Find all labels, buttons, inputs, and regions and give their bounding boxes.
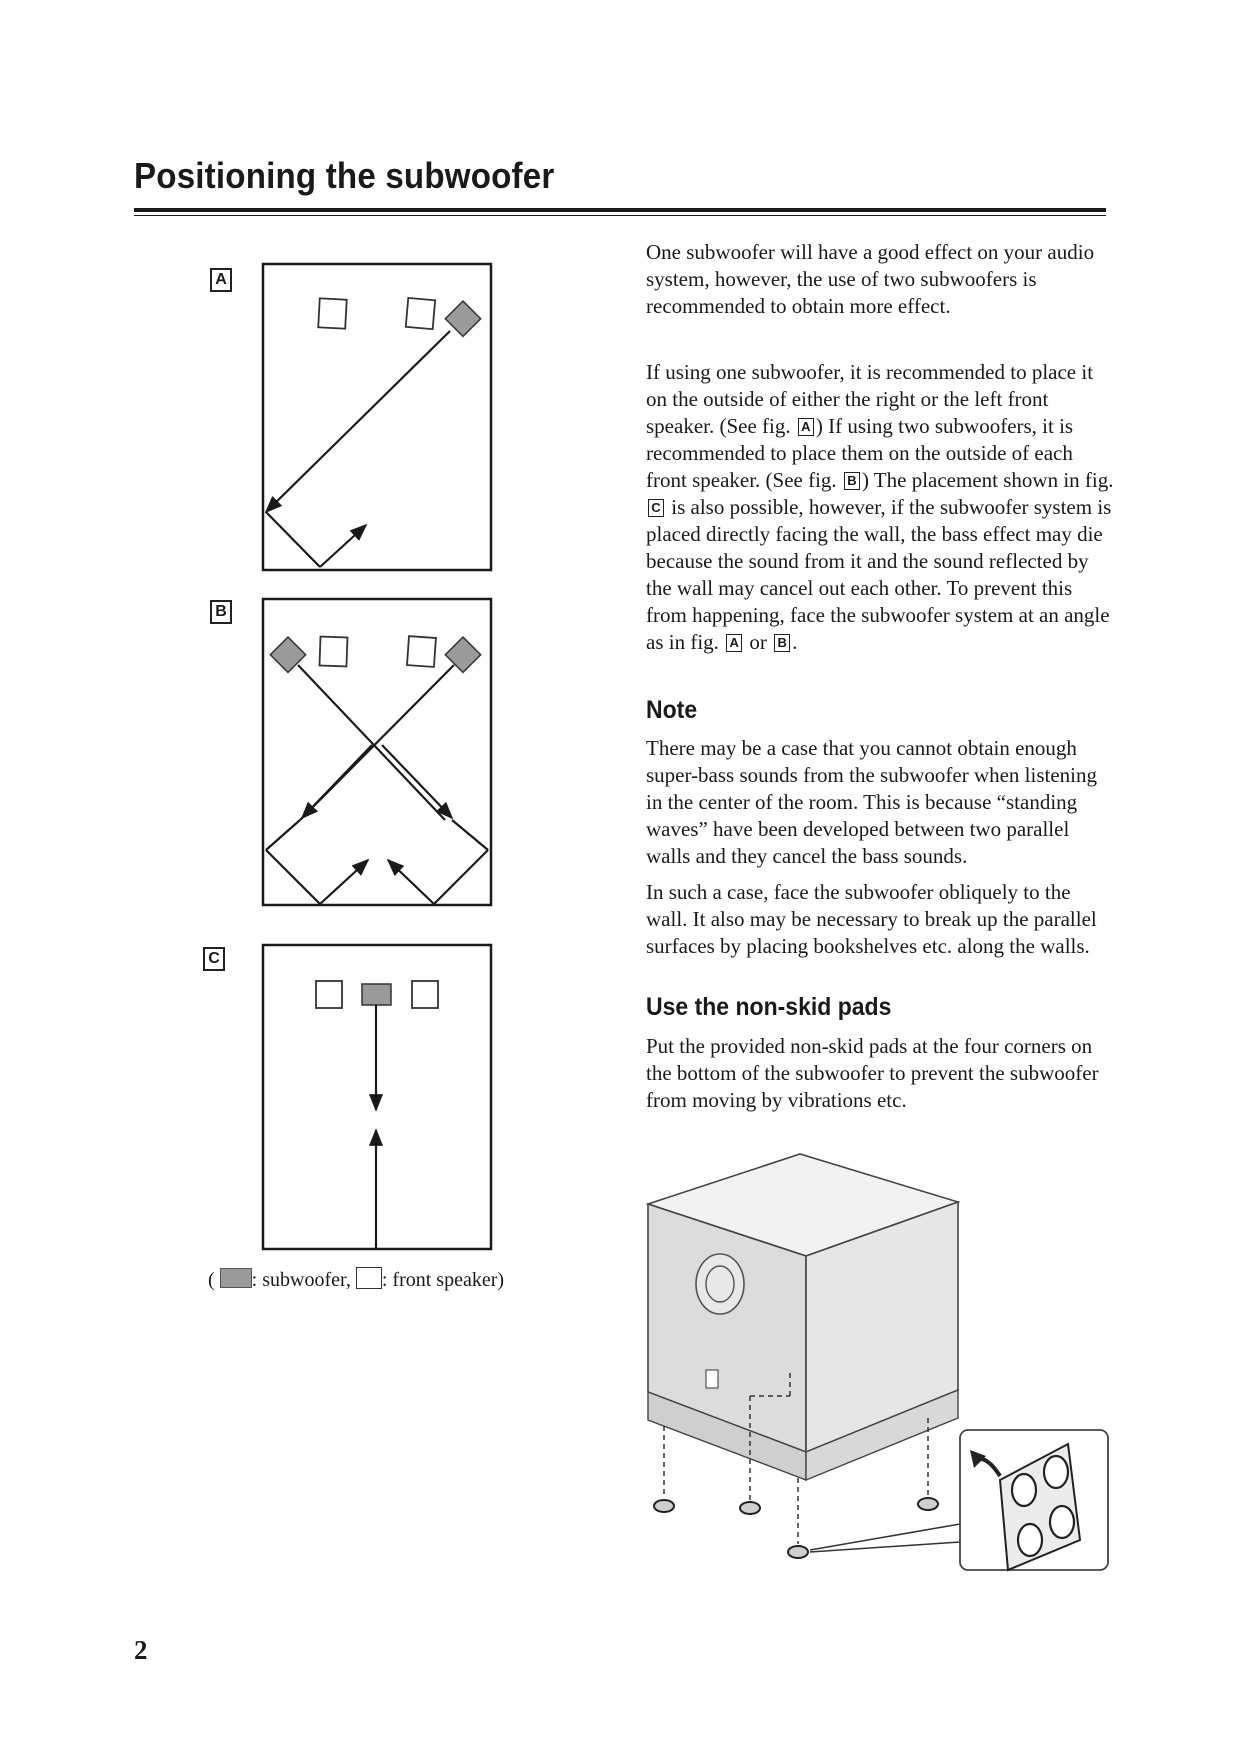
figure-b-diagram	[262, 598, 492, 908]
front-speaker-right	[412, 981, 438, 1008]
placement-block	[646, 359, 1116, 656]
subwoofer	[362, 984, 391, 1005]
page-number: 2	[134, 1635, 148, 1665]
front-speaker-right	[406, 298, 435, 329]
subwoofer	[445, 301, 480, 336]
legend-front-speaker-swatch	[356, 1267, 382, 1289]
pads-section	[646, 993, 1116, 1022]
fig-ref-c: C	[648, 499, 664, 517]
figure-c-label: C	[203, 947, 225, 971]
intro-paragraph: One subwoofer will have a good effect on your audio system, however, the use of two subwoofers is recommended to obtain more effect.	[646, 240, 1095, 318]
front-speaker-left	[316, 981, 342, 1008]
page-title: Positioning the subwoofer	[134, 155, 555, 196]
pads-heading: Use the non-skid pads	[646, 993, 892, 1021]
fig-ref-b: B	[844, 472, 860, 490]
legend-open-paren: (	[208, 1269, 215, 1291]
front-speaker-right	[407, 636, 436, 667]
intro-block	[646, 239, 1116, 320]
fig-ref-b-2: B	[774, 634, 790, 652]
placement-text-3: ) The placement shown in fig.	[861, 468, 1114, 492]
figure-b-label: B	[210, 600, 232, 624]
front-speaker-left	[318, 298, 346, 328]
legend-subwoofer-swatch	[220, 1268, 252, 1288]
diagram-legend	[208, 1267, 504, 1292]
figure-a-label: A	[210, 268, 232, 292]
placement-text-4: is also possible, however, if the subwoofer system is placed directly facing the wall, the bass effect may die because the sound from it and the sound reflected by the wall may cancel out each other. To prevent this from happening, face the subwoofer system at an angle as in fig.	[646, 495, 1112, 654]
title-rule-thick	[134, 208, 1106, 212]
placement-text-6: .	[792, 630, 798, 654]
figure-a-diagram	[262, 263, 492, 573]
note-body-2	[646, 879, 1116, 960]
note-paragraph-2: In such a case, face the subwoofer obliquely to the wall. It also may be necessary to break up the parallel surfaces by placing bookshelves etc. along the walls.	[646, 880, 1097, 958]
figure-c-diagram	[262, 944, 492, 1254]
note-section	[646, 696, 1116, 725]
note-heading: Note	[646, 696, 698, 724]
pads-paragraph: Put the provided non-skid pads at the four corners on the bottom of the subwoofer to prevent the subwoofer from moving by vibrations etc.	[646, 1034, 1099, 1112]
placement-text-2: ) If using two subwoofers, it is recommended to place them on the outside of each front speaker. (See fig.	[646, 414, 1074, 492]
legend-subwoofer-text: : subwoofer,	[251, 1269, 351, 1291]
note-body	[646, 735, 1116, 870]
legend-front-speaker-text: : front speaker)	[381, 1269, 505, 1291]
title-rule-thin	[134, 215, 1106, 216]
pads-body	[646, 1033, 1116, 1114]
fig-ref-a: A	[798, 418, 814, 436]
front-speaker-left	[319, 637, 347, 667]
subwoofer-illustration	[640, 1150, 1120, 1590]
note-paragraph-1: There may be a case that you cannot obtain enough super-bass sounds from the subwoofer when listening in the center of the room. This is because “standing waves” have been developed between two parallel walls and they cancel the bass sounds.	[646, 736, 1098, 868]
placement-text-1: If using one subwoofer, it is recommended to place it on the outside of either the right or the left front speaker. (See fig.	[646, 360, 1094, 438]
placement-paragraph	[646, 359, 1116, 656]
fig-ref-a-2: A	[726, 634, 742, 652]
placement-text-5: or	[749, 630, 767, 654]
